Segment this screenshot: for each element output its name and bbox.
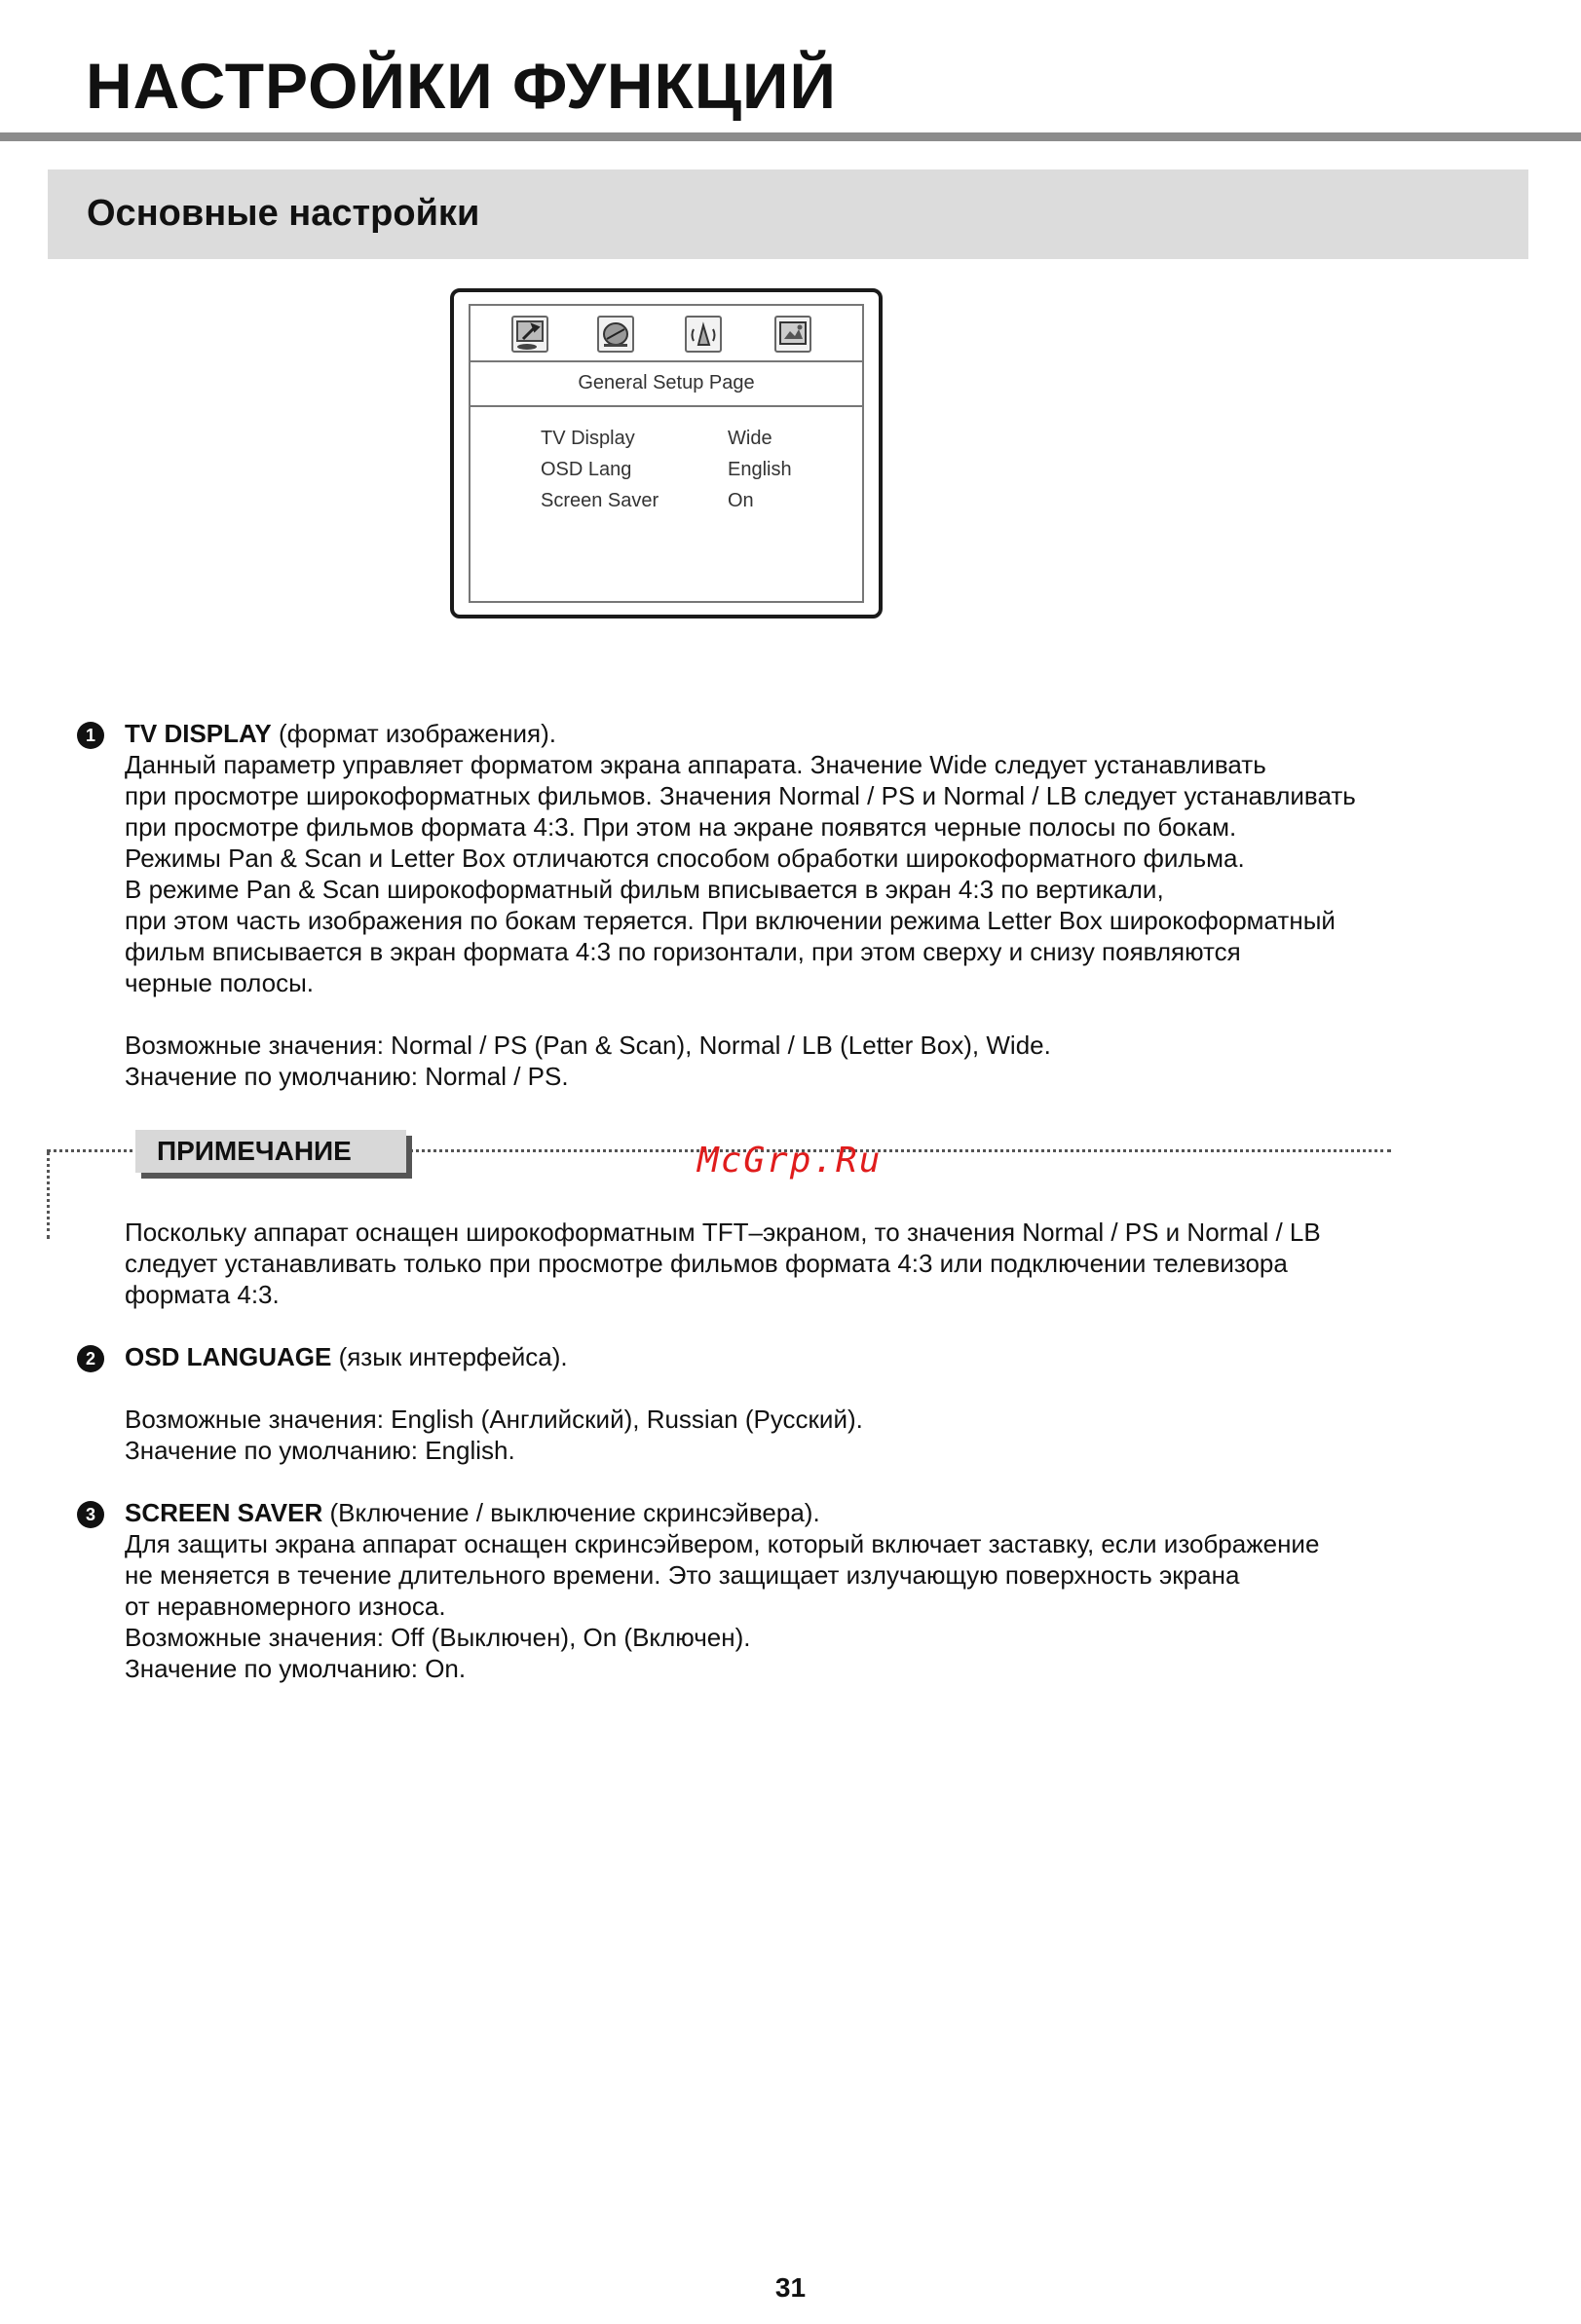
paragraph-line: не меняется в течение длительного времени. Это защищает излучающую поверхность экрана xyxy=(125,1560,1240,1590)
paragraph-line: В режиме Pan & Scan широкоформатный фильм вписывается в экран 4:3 по вертикали, xyxy=(125,875,1164,904)
item-heading xyxy=(125,1497,1527,1528)
item-heading-title: OSD LANGUAGE xyxy=(125,1342,332,1371)
section-header xyxy=(48,169,1528,259)
osd-icon-bar xyxy=(471,306,862,362)
video-setup-icon xyxy=(774,316,811,353)
item-heading-title: TV DISPLAY xyxy=(125,719,272,748)
paragraph-line: при просмотре фильмов формата 4:3. При этом на экране появятся черные полосы по бокам. xyxy=(125,812,1237,842)
osd-row-label: TV Display xyxy=(541,428,635,449)
section-title: Основные настройки xyxy=(87,193,480,234)
osd-page-title: General Setup Page xyxy=(471,360,862,407)
osd-setup-screen xyxy=(450,288,883,618)
osd-row-label: OSD Lang xyxy=(541,459,632,480)
item-heading xyxy=(125,718,1527,749)
item-number-badge: 3 xyxy=(77,1501,104,1528)
possible-values: Возможные значения: Normal / PS (Pan & Scan), Normal / LB (Letter Box), Wide. xyxy=(125,1031,1051,1060)
paragraph-line: черные полосы. xyxy=(125,968,314,997)
note-line: следует устанавливать только при просмотре фильмов формата 4:3 или подключении телевизора xyxy=(125,1249,1288,1278)
default-value: Значение по умолчанию: English. xyxy=(125,1436,515,1465)
general-setup-icon xyxy=(511,316,548,353)
item-heading-suffix: (язык интерфейса). xyxy=(331,1342,568,1371)
page-title: НАСТРОЙКИ ФУНКЦИЙ xyxy=(86,50,837,122)
note-dotted-margin xyxy=(47,1151,50,1239)
watermark: McGrp.Ru xyxy=(697,1141,883,1181)
possible-values: Возможные значения: English (Английский), Russian (Русский). xyxy=(125,1405,863,1434)
paragraph-line: Значение по умолчанию: On. xyxy=(125,1654,467,1683)
osd-row-value: Wide xyxy=(728,428,772,449)
paragraph-line: от неравномерного износа. xyxy=(125,1592,446,1621)
osd-row-screen-saver xyxy=(541,489,754,512)
paragraph-line: Возможные значения: Off (Выключен), On (Включен). xyxy=(125,1623,751,1652)
item-heading-title: SCREEN SAVER xyxy=(125,1498,323,1527)
osd-row-tv-display xyxy=(541,427,772,450)
paragraph-line: при просмотре широкоформатных фильмов. Значения Normal / PS и Normal / LB следует устанавливать xyxy=(125,781,1356,810)
speaker-setup-icon xyxy=(685,316,722,353)
note-line: формата 4:3. xyxy=(125,1280,280,1309)
page-number: 31 xyxy=(774,2272,807,2303)
osd-row-label: Screen Saver xyxy=(541,490,659,511)
paragraph-line: Для защиты экрана аппарат оснащен скринсэйвером, который включает заставку, если изображение xyxy=(125,1529,1320,1558)
osd-row-value: English xyxy=(728,459,792,480)
item-heading-suffix: (формат изображения). xyxy=(271,719,556,748)
item-number-badge: 1 xyxy=(77,722,104,749)
audio-setup-icon xyxy=(597,316,634,353)
title-divider xyxy=(0,132,1581,141)
osd-row-value: On xyxy=(728,490,754,511)
osd-row-osd-lang xyxy=(541,458,792,481)
paragraph-line: фильм вписывается в экран формата 4:3 по горизонтали, при этом сверху и снизу появляются xyxy=(125,937,1241,966)
paragraph-line: при этом часть изображения по бокам теряется. При включении режима Letter Box широкоформатный xyxy=(125,906,1336,935)
paragraph-line: Режимы Pan & Scan и Letter Box отличаются способом обработки широкоформатного фильма. xyxy=(125,843,1245,873)
note-label: ПРИМЕЧАНИЕ xyxy=(135,1130,406,1173)
note-line: Поскольку аппарат оснащен широкоформатным TFT–экраном, то значения Normal / PS и Normal / LB xyxy=(125,1218,1321,1247)
osd-screen-frame xyxy=(469,304,864,603)
paragraph-line: Данный параметр управляет форматом экрана аппарата. Значение Wide следует устанавливать xyxy=(125,750,1266,779)
item-heading xyxy=(125,1341,1527,1372)
item-number-badge: 2 xyxy=(77,1345,104,1372)
default-value: Значение по умолчанию: Normal / PS. xyxy=(125,1062,569,1091)
item-heading-suffix: (Включение / выключение скринсэйвера). xyxy=(322,1498,820,1527)
